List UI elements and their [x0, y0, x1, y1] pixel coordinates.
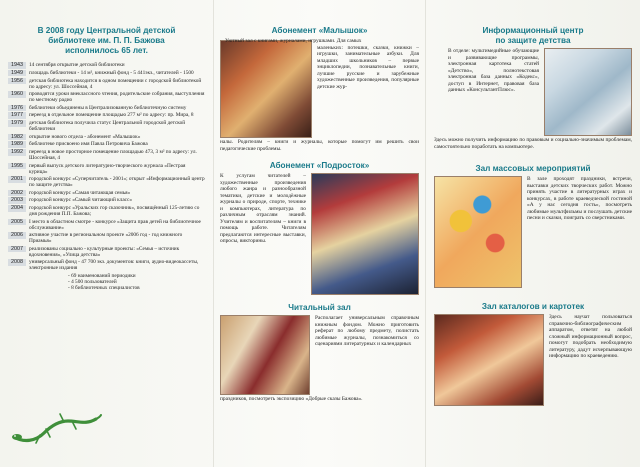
- timeline-year: 1943: [8, 62, 26, 69]
- info-center-title-line: по защите детства: [495, 35, 571, 45]
- timeline-event: детская библиотека получила статус Центральной городской детской библиотеки: [29, 120, 186, 133]
- centers-panel: [425, 0, 640, 467]
- timeline-year: 1992: [8, 149, 26, 156]
- timeline-row: [8, 259, 205, 271]
- history-title: [8, 26, 205, 56]
- timeline-event: городской конкурс «Самый читающий класс»: [29, 197, 133, 204]
- malyshok-photo: [220, 40, 312, 138]
- timeline-event: первый выпуск детского литературно-творческого журнала «Пестрая курица»: [29, 162, 186, 175]
- timeline-event: городской конкурс «Самая читающая семья»: [29, 189, 131, 196]
- timeline-year: 1956: [8, 78, 26, 85]
- timeline-year: 2008: [8, 259, 26, 266]
- malyshok-lead: Уютный зал с книгами, журналами, игрушками. Для самых: [225, 38, 362, 44]
- timeline-year: 2001: [8, 176, 26, 183]
- history-panel: [0, 0, 213, 467]
- stats-list: [8, 273, 205, 292]
- timeline-event: библиотеки объединены в Централизованную библиотечную систему: [29, 104, 187, 111]
- timeline-row: [8, 197, 205, 204]
- timeline-year: 1976: [8, 105, 26, 112]
- info-center-title: [434, 26, 632, 45]
- timeline-row: [8, 232, 205, 244]
- timeline-row: [8, 205, 205, 217]
- timeline-event: переезд в новое просторное помещение площадью 473, 3 м² по адресу: ул. Шоссейная, 4: [29, 149, 197, 162]
- timeline-event: реализованы социально - культурные проекты: «Семья – источник вдохновения», «Улица детства»: [29, 245, 180, 258]
- timeline-row: [8, 91, 205, 103]
- timeline-row: [8, 70, 205, 77]
- timeline-year: 2006: [8, 232, 26, 239]
- timeline-event: проводятся уроки внеклассного чтения, родительские собрания, выступления по местному радио: [29, 91, 205, 104]
- reading-room-photo: [220, 315, 310, 395]
- malyshok-text: маленьких: потешки, сказки, книжки – игрушки, занимательные азбуки. Для младших школьников – первые энциклопедии, познавательные книги, лучшие русские и зарубежные художественные произведения, популярные детские жур-: [317, 44, 419, 90]
- timeline-row: [8, 219, 205, 231]
- info-center-text: В отделе: мультимедийные обучающие и развивающие программы, электронная картотека статей «Детство», полнотекстовая электронная база данных «Кодекс», доступ в Интернет, правовая база данных «КонсультантПлюс».: [448, 48, 539, 93]
- events-hall-photo: [434, 176, 522, 288]
- history-title-line: библиотеке им. П. П. Бажова: [48, 36, 165, 45]
- podrostok-photo: [311, 173, 419, 295]
- timeline-row: [8, 141, 205, 148]
- catalog-hall-title: Зал каталогов и картотек: [481, 302, 585, 311]
- timeline-event: городской конкурс «Уральских гор сказочник», посвящённый 125-летию со дня рождения П.П. Бажова;: [29, 205, 200, 218]
- info-center-title-line: Информационный центр: [482, 26, 584, 35]
- timeline-row: [8, 120, 205, 132]
- timeline-year: 2005: [8, 219, 26, 226]
- events-hall-title: Зал массовых мероприятий: [475, 164, 591, 173]
- reading-room-title: Читальный зал: [288, 303, 351, 312]
- timeline-year: 1982: [8, 134, 26, 141]
- timeline-row: [8, 105, 205, 112]
- timeline-row: [8, 190, 205, 197]
- departments-panel: [213, 0, 425, 467]
- timeline-row: [8, 176, 205, 188]
- timeline-event: переезд в отдельное помещение площадью 277 м² по адресу: пр. Мира, 8: [29, 112, 194, 119]
- history-title-line: В 2008 году Центральной детской: [37, 26, 176, 35]
- timeline-year: 1977: [8, 112, 26, 119]
- podrostok-text: К услугам читателей – художественные произведения любого жанра и разнообразной тематики, детские и молодёжные журналы о природе, спорте, технике и компьютерах, литература по различным отраслям знаний. Учителям и воспитателям – книги в помощь работе. Читателям предлагаются интересные выставки, опросы, викторины.: [220, 173, 306, 244]
- timeline-year: 1995: [8, 163, 26, 170]
- timeline-event: городской конкурс «Суперчитатель - 2001»; открыт «Информационный центр по защите детства»: [29, 176, 205, 189]
- timeline-event: библиотеке присвоено имя Павла Петровича Бажова: [29, 141, 148, 148]
- timeline-year: 2004: [8, 205, 26, 212]
- timeline-year: 2007: [8, 246, 26, 253]
- malyshok-title: Абонемент «Малышок»: [271, 26, 368, 35]
- podrostok-title: Абонемент «Подросток»: [269, 161, 370, 170]
- malyshok-tail: налы. Родителям – книги и журналы, которые помогут им решить свои педагогические проблемы.: [220, 139, 419, 152]
- timeline-year: 1960: [8, 91, 26, 98]
- timeline-year: 1989: [8, 141, 26, 148]
- timeline-row: [8, 134, 205, 141]
- timeline-event: детская библиотека находится в одном помещении с городской библиотекой по адресу: ул. Шоссейная, 4: [29, 77, 202, 90]
- timeline-row: [8, 78, 205, 90]
- timeline-row: [8, 62, 205, 69]
- timeline-row: [8, 112, 205, 119]
- timeline-year: 2003: [8, 197, 26, 204]
- catalog-hall-text: Здесь научат пользоваться справочно-библиографическим аппаратом, ответят на любой сложный информационный вопрос, помогут подобрать необходимую литературу, дадут исчерпывающую информацию по краеведению.: [549, 314, 632, 359]
- timeline-year: 1949: [8, 70, 26, 77]
- stats-item: - 69 наименований периодики: [68, 272, 136, 279]
- timeline-event: площадь библиотеки - 14 м², книжный фонд - 5 441экз., читателей - 1500: [29, 69, 194, 76]
- info-center-photo: [544, 48, 632, 136]
- timeline-event: I место в областном смотре - конкурсе «Защита прав детей на библиотечное обслуживание»: [29, 218, 201, 231]
- reading-room-text: Располагает универсальным справочным книжным фондом. Можно приготовить реферат по любому предмету, полистать любимые журналы, познакомиться со сценариями литературных и календарных: [315, 315, 419, 347]
- catalog-hall-photo: [434, 314, 544, 406]
- timeline-event: 14 сентября открытие детской библиотеки: [29, 62, 125, 68]
- timeline-event: открытие нового отдела - абонемент «Малышок»: [29, 133, 141, 140]
- stats-item: - 4 500 пользователей: [68, 278, 117, 285]
- events-hall-text: В зале проходят праздники, встречи, выставки детских творческих работ. Можно принять участие в литературных играх и конкурсах, в работе краеведческой гостиной «А у нас сегодня гость», посмотреть любимые мультфильмы и послушать детские песни и сказки, поиграть со сверстниками.: [527, 176, 632, 221]
- info-center-tail: Здесь можно получить информацию по правовым и социально-значимым проблемам, самостоятельно поработать на компьютере.: [434, 137, 632, 150]
- stats-item: - 8 библиотечных специалистов: [68, 285, 140, 292]
- timeline-event: универсальный фонд - 47 700 экз. документов: книги, аудио-видеокассеты, электронные издания: [29, 259, 199, 272]
- timeline-row: [8, 163, 205, 175]
- timeline-event: активное участие в региональном проекте «2006 год - год книжного Приамья»: [29, 232, 183, 245]
- timeline: [8, 62, 205, 271]
- timeline-row: [8, 246, 205, 258]
- lizard-logo: [10, 407, 102, 447]
- history-title-line: исполнилось 65 лет.: [65, 46, 148, 55]
- reading-room-tail: праздников, посмотреть экспозицию «Добрые сказы Бажова».: [220, 396, 363, 402]
- timeline-year: 1979: [8, 120, 26, 127]
- timeline-row: [8, 149, 205, 161]
- timeline-year: 2002: [8, 190, 26, 197]
